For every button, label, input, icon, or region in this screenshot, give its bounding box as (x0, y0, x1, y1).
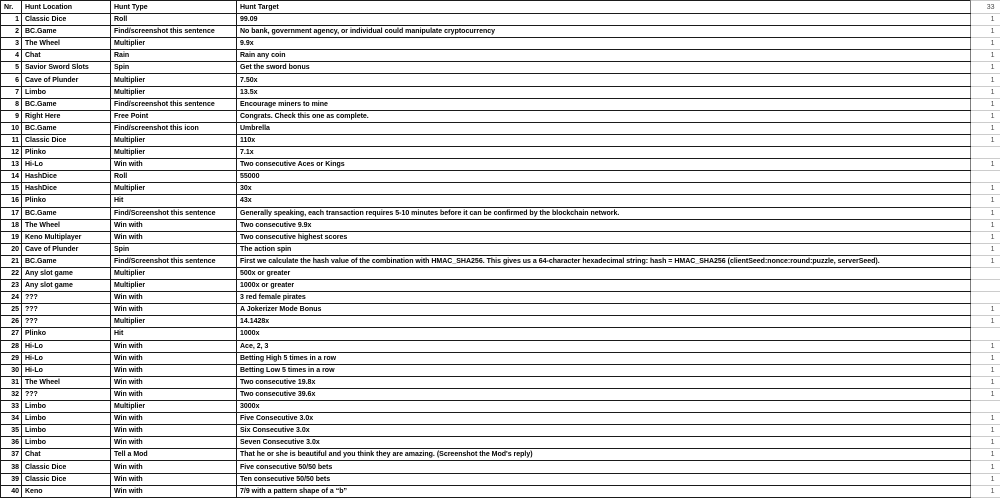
cell-count[interactable]: 1 (971, 14, 1000, 26)
cell-target[interactable]: 99.09 (237, 14, 971, 26)
cell-count[interactable] (971, 280, 1000, 292)
cell-nr[interactable]: 28 (1, 340, 22, 352)
cell-count[interactable]: 1 (971, 425, 1000, 437)
cell-type[interactable]: Multiplier (111, 86, 237, 98)
cell-count[interactable]: 1 (971, 243, 1000, 255)
cell-nr[interactable]: 37 (1, 449, 22, 461)
table-row (1, 255, 1000, 267)
cell-nr[interactable]: 26 (1, 316, 22, 328)
cell-location[interactable]: Hi-Lo (22, 352, 111, 364)
table-row (1, 159, 1000, 171)
cell-type[interactable]: Win with (111, 485, 237, 497)
cell-nr[interactable]: 31 (1, 376, 22, 388)
cell-type[interactable]: Roll (111, 171, 237, 183)
cell-count[interactable]: 1 (971, 74, 1000, 86)
cell-type[interactable]: Spin (111, 62, 237, 74)
cell-count[interactable] (971, 292, 1000, 304)
cell-location[interactable]: Plinko (22, 195, 111, 207)
cell-target[interactable]: Two consecutive Aces or Kings (237, 159, 971, 171)
cell-target[interactable]: 500x or greater (237, 267, 971, 279)
table-row (1, 473, 1000, 485)
table-row (1, 425, 1000, 437)
cell-nr[interactable]: 23 (1, 280, 22, 292)
cell-count[interactable] (971, 401, 1000, 413)
cell-location[interactable]: Limbo (22, 86, 111, 98)
cell-location[interactable]: The Wheel (22, 38, 111, 50)
table-row (1, 134, 1000, 146)
cell-count[interactable]: 1 (971, 26, 1000, 38)
cell-count[interactable]: 1 (971, 461, 1000, 473)
cell-location[interactable]: ??? (22, 388, 111, 400)
cell-location[interactable]: Plinko (22, 328, 111, 340)
table-row (1, 280, 1000, 292)
cell-target[interactable]: 1000x (237, 328, 971, 340)
cell-nr[interactable]: 36 (1, 437, 22, 449)
cell-target[interactable]: First we calculate the hash value of the combination with HMAC_SHA256. This gives us a 64-character hexadecimal string: hash = HMAC_SHA256 (clientSeed:nonce:round:puzzle, serverSeed). (237, 255, 971, 267)
cell-location[interactable]: Classic Dice (22, 461, 111, 473)
cell-count[interactable]: 1 (971, 485, 1000, 497)
table-row (1, 316, 1000, 328)
cell-location[interactable]: Cave of Plunder (22, 74, 111, 86)
table-row (1, 14, 1000, 26)
cell-target[interactable]: Two consecutive 39.6x (237, 388, 971, 400)
table-row (1, 461, 1000, 473)
col-header-target[interactable]: Hunt Target (237, 1, 971, 14)
cell-type[interactable]: Win with (111, 388, 237, 400)
cell-count[interactable]: 1 (971, 134, 1000, 146)
table-row (1, 50, 1000, 62)
cell-count[interactable]: 1 (971, 376, 1000, 388)
cell-location[interactable]: BC.Game (22, 122, 111, 134)
cell-location[interactable]: Limbo (22, 401, 111, 413)
table-row (1, 26, 1000, 38)
cell-nr[interactable]: 1 (1, 14, 22, 26)
cell-target[interactable]: Ten consecutive 50/50 bets (237, 473, 971, 485)
cell-type[interactable]: Find/Screenshot this sentence (111, 255, 237, 267)
cell-target[interactable]: 7.50x (237, 74, 971, 86)
cell-count[interactable]: 1 (971, 62, 1000, 74)
cell-count[interactable]: 1 (971, 86, 1000, 98)
cell-nr[interactable]: 7 (1, 86, 22, 98)
table-header (1, 1, 1000, 14)
table-row (1, 207, 1000, 219)
cell-target[interactable]: 14.1428x (237, 316, 971, 328)
cell-target[interactable]: Six Consecutive 3.0x (237, 425, 971, 437)
cell-nr[interactable]: 21 (1, 255, 22, 267)
cell-location[interactable]: BC.Game (22, 255, 111, 267)
cell-count[interactable]: 1 (971, 231, 1000, 243)
table-row (1, 219, 1000, 231)
table-row (1, 183, 1000, 195)
table-row (1, 304, 1000, 316)
cell-nr[interactable]: 14 (1, 171, 22, 183)
cell-location[interactable]: Cave of Plunder (22, 243, 111, 255)
table-row (1, 243, 1000, 255)
count-total-cell[interactable]: 33 (971, 1, 1000, 14)
cell-nr[interactable]: 16 (1, 195, 22, 207)
cell-type[interactable]: Win with (111, 473, 237, 485)
cell-nr[interactable]: 22 (1, 267, 22, 279)
cell-location[interactable]: ??? (22, 304, 111, 316)
cell-location[interactable]: HashDice (22, 171, 111, 183)
cell-type[interactable]: Free Point (111, 110, 237, 122)
cell-target[interactable]: Get the sword bonus (237, 62, 971, 74)
cell-count[interactable] (971, 328, 1000, 340)
cell-nr[interactable]: 11 (1, 134, 22, 146)
cell-type[interactable]: Multiplier (111, 38, 237, 50)
cell-target[interactable]: 1000x or greater (237, 280, 971, 292)
cell-target[interactable]: Two consecutive 9.9x (237, 219, 971, 231)
cell-target[interactable]: Betting High 5 times in a row (237, 352, 971, 364)
cell-count[interactable]: 1 (971, 219, 1000, 231)
cell-location[interactable]: Keno (22, 485, 111, 497)
table-row (1, 62, 1000, 74)
cell-nr[interactable]: 6 (1, 74, 22, 86)
cell-count[interactable]: 1 (971, 207, 1000, 219)
cell-count[interactable]: 1 (971, 255, 1000, 267)
cell-target[interactable]: A Jokerizer Mode Bonus (237, 304, 971, 316)
cell-count[interactable]: 1 (971, 304, 1000, 316)
cell-type[interactable]: Tell a Mod (111, 449, 237, 461)
cell-target[interactable]: Encourage miners to mine (237, 98, 971, 110)
cell-location[interactable]: BC.Game (22, 207, 111, 219)
cell-nr[interactable]: 19 (1, 231, 22, 243)
cell-location[interactable]: HashDice (22, 183, 111, 195)
cell-type[interactable]: Multiplier (111, 183, 237, 195)
cell-nr[interactable]: 15 (1, 183, 22, 195)
cell-count[interactable]: 1 (971, 437, 1000, 449)
cell-target[interactable]: 9.9x (237, 38, 971, 50)
table-row (1, 231, 1000, 243)
cell-location[interactable]: BC.Game (22, 26, 111, 38)
cell-location[interactable]: Any slot game (22, 280, 111, 292)
cell-type[interactable]: Multiplier (111, 147, 237, 159)
cell-type[interactable]: Multiplier (111, 74, 237, 86)
cell-location[interactable]: Hi-Lo (22, 340, 111, 352)
cell-nr[interactable]: 24 (1, 292, 22, 304)
table-row (1, 352, 1000, 364)
cell-target[interactable]: 55000 (237, 171, 971, 183)
cell-location[interactable]: BC.Game (22, 98, 111, 110)
table-row (1, 38, 1000, 50)
cell-type[interactable]: Hit (111, 328, 237, 340)
cell-type[interactable]: Multiplier (111, 280, 237, 292)
col-header-type[interactable]: Hunt Type (111, 1, 237, 14)
cell-location[interactable]: Chat (22, 449, 111, 461)
cell-location[interactable]: The Wheel (22, 219, 111, 231)
cell-location[interactable]: Limbo (22, 425, 111, 437)
cell-nr[interactable]: 9 (1, 110, 22, 122)
cell-location[interactable]: Hi-Lo (22, 159, 111, 171)
table-row (1, 328, 1000, 340)
cell-nr[interactable]: 10 (1, 122, 22, 134)
cell-count[interactable] (971, 171, 1000, 183)
cell-type[interactable]: Win with (111, 304, 237, 316)
cell-nr[interactable]: 20 (1, 243, 22, 255)
cell-target[interactable]: Five consecutive 50/50 bets (237, 461, 971, 473)
cell-location[interactable]: Savior Sword Slots (22, 62, 111, 74)
cell-type[interactable]: Win with (111, 413, 237, 425)
cell-target[interactable]: 3 red female pirates (237, 292, 971, 304)
cell-target[interactable]: Umbrella (237, 122, 971, 134)
cell-location[interactable]: Classic Dice (22, 473, 111, 485)
cell-nr[interactable]: 32 (1, 388, 22, 400)
table-row (1, 437, 1000, 449)
cell-nr[interactable]: 5 (1, 62, 22, 74)
cell-nr[interactable]: 13 (1, 159, 22, 171)
cell-nr[interactable]: 39 (1, 473, 22, 485)
header-row (1, 1, 1000, 14)
cell-nr[interactable]: 2 (1, 26, 22, 38)
cell-count[interactable]: 1 (971, 340, 1000, 352)
cell-count[interactable]: 1 (971, 388, 1000, 400)
cell-nr[interactable]: 35 (1, 425, 22, 437)
cell-target[interactable]: 13.5x (237, 86, 971, 98)
cell-count[interactable]: 1 (971, 98, 1000, 110)
cell-target[interactable]: Seven Consecutive 3.0x (237, 437, 971, 449)
table-row (1, 147, 1000, 159)
cell-target[interactable]: 7.1x (237, 147, 971, 159)
cell-type[interactable]: Find/screenshot this sentence (111, 26, 237, 38)
cell-count[interactable]: 1 (971, 122, 1000, 134)
cell-location[interactable]: Right Here (22, 110, 111, 122)
cell-target[interactable]: Five Consecutive 3.0x (237, 413, 971, 425)
cell-type[interactable]: Win with (111, 425, 237, 437)
cell-type[interactable]: Win with (111, 364, 237, 376)
cell-count[interactable] (971, 267, 1000, 279)
cell-location[interactable]: The Wheel (22, 376, 111, 388)
cell-location[interactable]: ??? (22, 316, 111, 328)
cell-location[interactable]: Keno Multiplayer (22, 231, 111, 243)
col-header-location[interactable]: Hunt Location (22, 1, 111, 14)
cell-type[interactable]: Win with (111, 231, 237, 243)
cell-nr[interactable]: 40 (1, 485, 22, 497)
table-row (1, 86, 1000, 98)
cell-type[interactable]: Multiplier (111, 267, 237, 279)
cell-location[interactable]: Limbo (22, 437, 111, 449)
cell-location[interactable]: Classic Dice (22, 134, 111, 146)
cell-target[interactable]: No bank, government agency, or individual could manipulate cryptocurrency (237, 26, 971, 38)
cell-target[interactable]: 110x (237, 134, 971, 146)
cell-target[interactable]: 43x (237, 195, 971, 207)
cell-type[interactable]: Rain (111, 50, 237, 62)
table-row (1, 401, 1000, 413)
cell-count[interactable] (971, 147, 1000, 159)
table-row (1, 449, 1000, 461)
cell-count[interactable]: 1 (971, 413, 1000, 425)
table-row (1, 267, 1000, 279)
cell-count[interactable]: 1 (971, 316, 1000, 328)
cell-type[interactable]: Multiplier (111, 316, 237, 328)
cell-target[interactable]: Two consecutive 19.8x (237, 376, 971, 388)
cell-location[interactable]: Chat (22, 50, 111, 62)
table-row (1, 98, 1000, 110)
cell-target[interactable]: 3000x (237, 401, 971, 413)
table-row (1, 485, 1000, 497)
cell-count[interactable]: 1 (971, 364, 1000, 376)
cell-location[interactable]: Any slot game (22, 267, 111, 279)
cell-count[interactable]: 1 (971, 183, 1000, 195)
table-row (1, 376, 1000, 388)
cell-nr[interactable]: 3 (1, 38, 22, 50)
table-row (1, 110, 1000, 122)
cell-location[interactable]: ??? (22, 292, 111, 304)
cell-target[interactable]: Rain any coin (237, 50, 971, 62)
cell-target[interactable]: Two consecutive highest scores (237, 231, 971, 243)
cell-nr[interactable]: 29 (1, 352, 22, 364)
cell-type[interactable]: Win with (111, 159, 237, 171)
cell-nr[interactable]: 38 (1, 461, 22, 473)
cell-target[interactable]: Generally speaking, each transaction requires 5-10 minutes before it can be confirmed by the blockchain network. (237, 207, 971, 219)
cell-target[interactable]: Betting Low 5 times in a row (237, 364, 971, 376)
cell-location[interactable]: Hi-Lo (22, 364, 111, 376)
cell-count[interactable]: 1 (971, 449, 1000, 461)
cell-nr[interactable]: 33 (1, 401, 22, 413)
cell-type[interactable]: Win with (111, 376, 237, 388)
table-row (1, 171, 1000, 183)
cell-type[interactable]: Spin (111, 243, 237, 255)
cell-target[interactable]: 7/9 with a pattern shape of a “b” (237, 485, 971, 497)
col-header-nr[interactable]: Nr. (1, 1, 22, 14)
cell-location[interactable]: Limbo (22, 413, 111, 425)
cell-count[interactable]: 1 (971, 110, 1000, 122)
cell-type[interactable]: Find/Screenshot this sentence (111, 207, 237, 219)
cell-type[interactable]: Win with (111, 437, 237, 449)
cell-target[interactable]: The action spin (237, 243, 971, 255)
table-row (1, 195, 1000, 207)
cell-type[interactable]: Hit (111, 195, 237, 207)
cell-type[interactable]: Win with (111, 292, 237, 304)
cell-nr[interactable]: 17 (1, 207, 22, 219)
cell-type[interactable]: Roll (111, 14, 237, 26)
table-row (1, 388, 1000, 400)
cell-target[interactable]: 30x (237, 183, 971, 195)
cell-location[interactable]: Plinko (22, 147, 111, 159)
cell-type[interactable]: Multiplier (111, 134, 237, 146)
cell-count[interactable]: 1 (971, 159, 1000, 171)
cell-target[interactable]: Ace, 2, 3 (237, 340, 971, 352)
cell-count[interactable]: 1 (971, 38, 1000, 50)
cell-type[interactable]: Win with (111, 461, 237, 473)
cell-count[interactable]: 1 (971, 195, 1000, 207)
cell-nr[interactable]: 30 (1, 364, 22, 376)
cell-count[interactable]: 1 (971, 50, 1000, 62)
cell-type[interactable]: Find/screenshot this icon (111, 122, 237, 134)
cell-target[interactable]: That he or she is beautiful and you think they are amazing. (Screenshot the Mod's reply) (237, 449, 971, 461)
cell-nr[interactable]: 27 (1, 328, 22, 340)
cell-type[interactable]: Multiplier (111, 401, 237, 413)
cell-target[interactable]: Congrats. Check this one as complete. (237, 110, 971, 122)
cell-nr[interactable]: 25 (1, 304, 22, 316)
cell-type[interactable]: Win with (111, 340, 237, 352)
table-row (1, 122, 1000, 134)
table-body (1, 14, 1000, 498)
cell-nr[interactable]: 12 (1, 147, 22, 159)
cell-nr[interactable]: 34 (1, 413, 22, 425)
cell-count[interactable]: 1 (971, 473, 1000, 485)
table-row (1, 340, 1000, 352)
cell-type[interactable]: Win with (111, 352, 237, 364)
cell-type[interactable]: Find/screenshot this sentence (111, 98, 237, 110)
cell-type[interactable]: Win with (111, 219, 237, 231)
cell-location[interactable]: Classic Dice (22, 14, 111, 26)
table-row (1, 74, 1000, 86)
cell-nr[interactable]: 18 (1, 219, 22, 231)
table-row (1, 413, 1000, 425)
cell-count[interactable]: 1 (971, 352, 1000, 364)
cell-nr[interactable]: 8 (1, 98, 22, 110)
table-row (1, 364, 1000, 376)
cell-nr[interactable]: 4 (1, 50, 22, 62)
table-row (1, 292, 1000, 304)
